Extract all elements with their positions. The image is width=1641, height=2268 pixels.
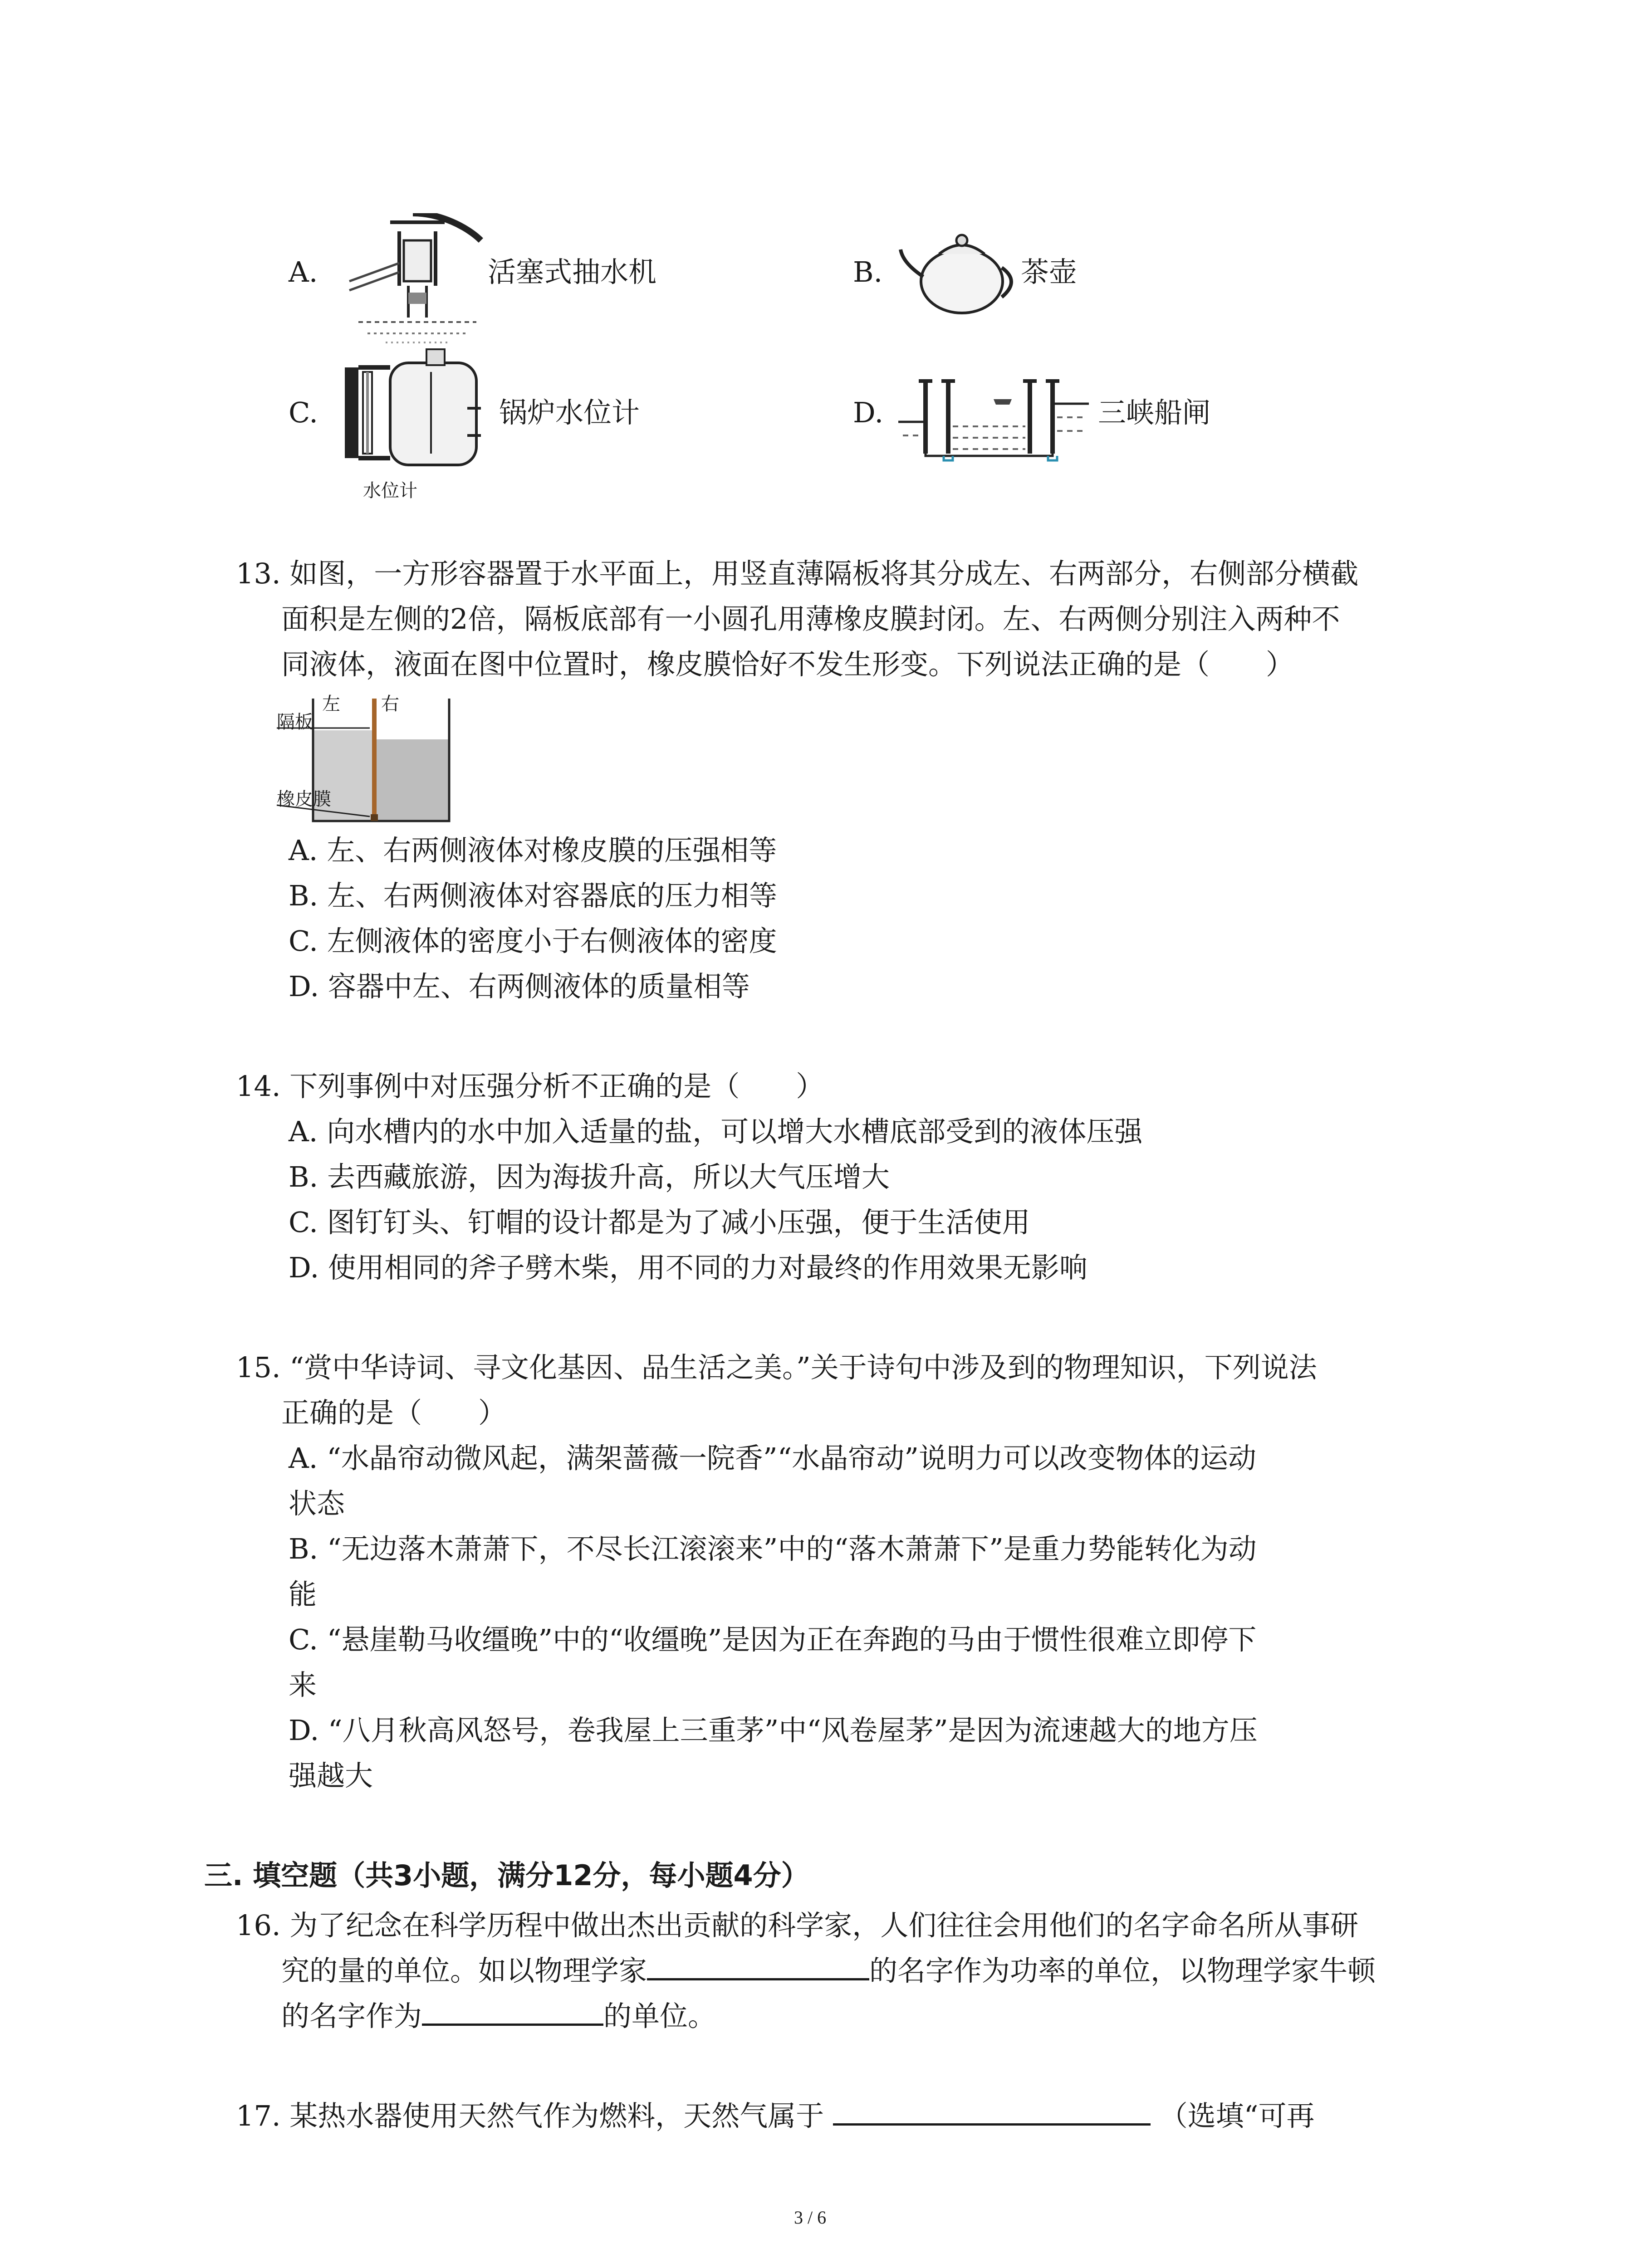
q12-c-fig-label: 水位计 [363, 480, 417, 501]
q15-option-d-line2: 强越大 [289, 1759, 373, 1792]
q16-line3-part1: 的名字作为 [281, 1999, 422, 2033]
q16-line2-part1: 究的量的单位。如以物理学家 [281, 1954, 647, 1987]
q16-line2 [281, 1948, 1376, 1994]
piston-pump-figure [331, 213, 495, 349]
q16-line3-part2: 的单位。 [603, 1999, 716, 2033]
q12-d-letter: D. [853, 396, 884, 429]
q14-option-a: A. 向水槽内的水中加入适量的盐，可以增大水槽底部受到的液体压强 [289, 1115, 1143, 1148]
q13-fig-partition: 隔板 [277, 712, 313, 733]
q15-option-a-line2: 状态 [289, 1487, 345, 1520]
q13-stem-line2: 面积是左侧的2倍，隔板底部有一小圆孔用薄橡皮膜封闭。左、右两侧分别注入两种不 [281, 602, 1340, 635]
q14-option-b: B. 去西藏旅游，因为海拔升高，所以大气压增大 [289, 1160, 890, 1193]
q12-d-label: 三峡船闸 [1098, 396, 1211, 429]
q15-option-d-line1: D. “八月秋高风怒号，卷我屋上三重茅”中“风卷屋茅”是因为流速越大的地方压 [289, 1714, 1258, 1747]
q12-a-letter: A. [289, 255, 318, 288]
q16-line1: 16. 为了纪念在科学历程中做出杰出贡献的科学家，人们往往会用他们的名字命名所从事研 [236, 1909, 1359, 1942]
q15-option-c-line1: C. “悬崖勒马收缰晚”中的“收缰晚”是因为正在奔跑的马由于惯性很难立即停下 [289, 1623, 1257, 1656]
q15-stem-line2: 正确的是（ ） [281, 1396, 507, 1429]
teapot-figure [898, 213, 1016, 318]
q13-fig-right: 右 [381, 694, 399, 714]
q17-blank-1[interactable] [833, 2096, 1151, 2126]
q15-option-b-line1: B. “无边落木萧萧下，不尽长江滚滚来”中的“落木萧萧下”是重力势能转化为动 [289, 1532, 1257, 1565]
section-3-heading: 三. 填空题（共3小题，满分12分，每小题4分） [204, 1859, 809, 1892]
boiler-gauge-figure [336, 345, 485, 481]
q13-option-a: A. 左、右两侧液体对橡皮膜的压强相等 [289, 834, 777, 867]
q17-line1-part1: 17. 某热水器使用天然气作为燃料，天然气属于 [236, 2099, 824, 2132]
q12-c-label: 锅炉水位计 [499, 396, 640, 429]
q13-option-c: C. 左侧液体的密度小于右侧液体的密度 [289, 924, 777, 958]
q13-stem-line3: 同液体，液面在图中位置时，橡皮膜恰好不发生形变。下列说法正确的是（ ） [281, 648, 1294, 681]
q16-line2-part2: 的名字作为功率的单位，以物理学家牛顿 [869, 1954, 1376, 1987]
q15-stem-line1: 15. “赏中华诗词、寻文化基因、品生活之美。”关于诗句中涉及到的物理知识，下列说法 [236, 1351, 1317, 1384]
q16-blank-1[interactable] [647, 1951, 869, 1980]
page-number: 3 / 6 [794, 2207, 827, 2228]
q14-option-d: D. 使用相同的斧子劈木柴，用不同的力对最终的作用效果无影响 [289, 1251, 1087, 1284]
q14-stem: 14. 下列事例中对压强分析不正确的是（ ） [236, 1070, 824, 1103]
q13-stem-line1: 13. 如图，一方形容器置于水平面上，用竖直薄隔板将其分成左、右两部分，右侧部分横截 [236, 557, 1359, 590]
q16-line3 [281, 1994, 716, 2039]
q17-line1 [236, 2093, 1314, 2139]
q15-option-c-line2: 来 [289, 1668, 317, 1701]
q17-line1-part2: （选填“可再 [1159, 2099, 1315, 2132]
q15-option-a-line1: A. “水晶帘动微风起，满架蔷薇一院香”“水晶帘动”说明力可以改变物体的运动 [289, 1442, 1256, 1475]
q16-blank-2[interactable] [422, 1996, 603, 2026]
q13-fig-left: 左 [322, 694, 340, 714]
ship-lock-figure [898, 372, 1089, 463]
q14-option-c: C. 图钉钉头、钉帽的设计都是为了减小压强，便于生活使用 [289, 1206, 1030, 1239]
q12-c-letter: C. [289, 396, 318, 429]
q12-b-letter: B. [853, 255, 883, 288]
q12-b-label: 茶壶 [1021, 255, 1078, 288]
q13-fig-membrane: 橡皮膜 [277, 789, 331, 810]
q12-a-label: 活塞式抽水机 [488, 255, 657, 288]
q13-option-b: B. 左、右两侧液体对容器底的压力相等 [289, 879, 777, 912]
q15-option-b-line2: 能 [289, 1578, 317, 1611]
q13-option-d: D. 容器中左、右两侧液体的质量相等 [289, 970, 750, 1003]
